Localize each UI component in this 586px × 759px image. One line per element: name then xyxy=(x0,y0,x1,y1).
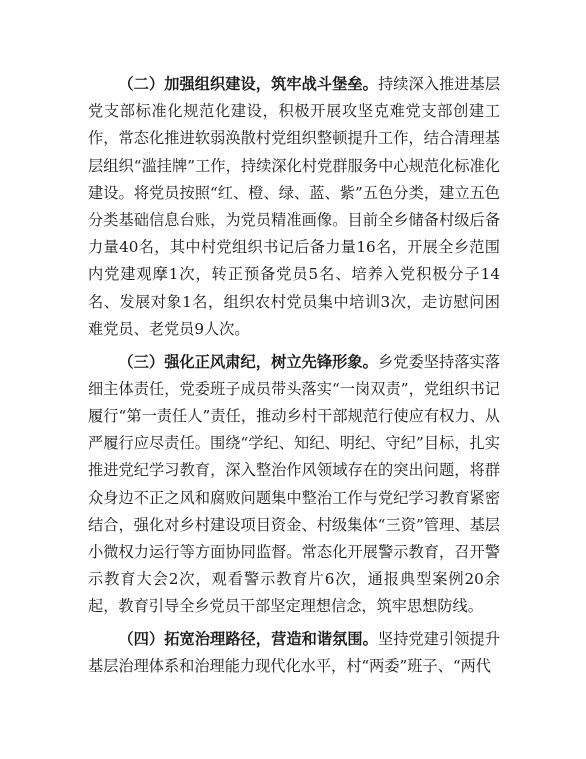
paragraph-text: 坚持党建引领提升基层治理体系和治理能力现代化水平，村“两委”班子、“两代 xyxy=(88,630,501,676)
paragraph-heading: （三）强化正风肃纪，树立先锋形象。 xyxy=(118,352,378,371)
paragraph-heading: （四）拓宽治理路径，营造和谐氛围。 xyxy=(118,630,378,649)
document-body xyxy=(88,71,500,686)
paragraph-text: 乡党委坚持落实落细主体责任，党委班子成员带头落实“一岗双责”，党组织书记履行“第一责任人”责任，推动乡村干部规范行使应有权力、从严履行应尽责任。围绕“学纪、知纪、明纪、守纪”目标，扎实推进党纪学习教育，深入整治作风领域存在的突出问题，将群众身边不正之风和腐败问题集中整治工作与党纪学习教育紧密结合，强化对乡村建设项目资金、村级集体“三资”管理、基层小微权力运行等方面协同监督。常态化开展警示教育，召开警示教育大会2次，观看警示教育片6次，通报典型案例20余起，教育引导全乡党员干部坚定理想信念，筑牢思想防线。 xyxy=(88,352,501,616)
paragraph-text: 持续深入推进基层党支部标准化规范化建设，积极开展攻坚克难党支部创建工作，常态化推进软弱涣散村党组织整顿提升工作，结合清理基层组织“滥挂牌”工作，持续深化村党群服务中心规范化标准化建设。将党员按照“红、橙、绿、蓝、紫”五色分类，建立五色分类基础信息台账，为党员精准画像。目前全乡储备村级后备力量40名，其中村党组织书记后备力量16名，开展全乡范围内党建观摩1次，转正预备党员5名、培养入党积极分子14名、发展对象1名，组织农村党员集中培训3次，走访慰问困难党员、老党员9人次。 xyxy=(88,75,501,338)
paragraph-heading: （二）加强组织建设，筑牢战斗堡垒。 xyxy=(118,75,378,93)
paragraph-organization-building xyxy=(88,71,500,343)
paragraph-governance xyxy=(88,626,500,680)
paragraph-discipline xyxy=(88,349,500,621)
